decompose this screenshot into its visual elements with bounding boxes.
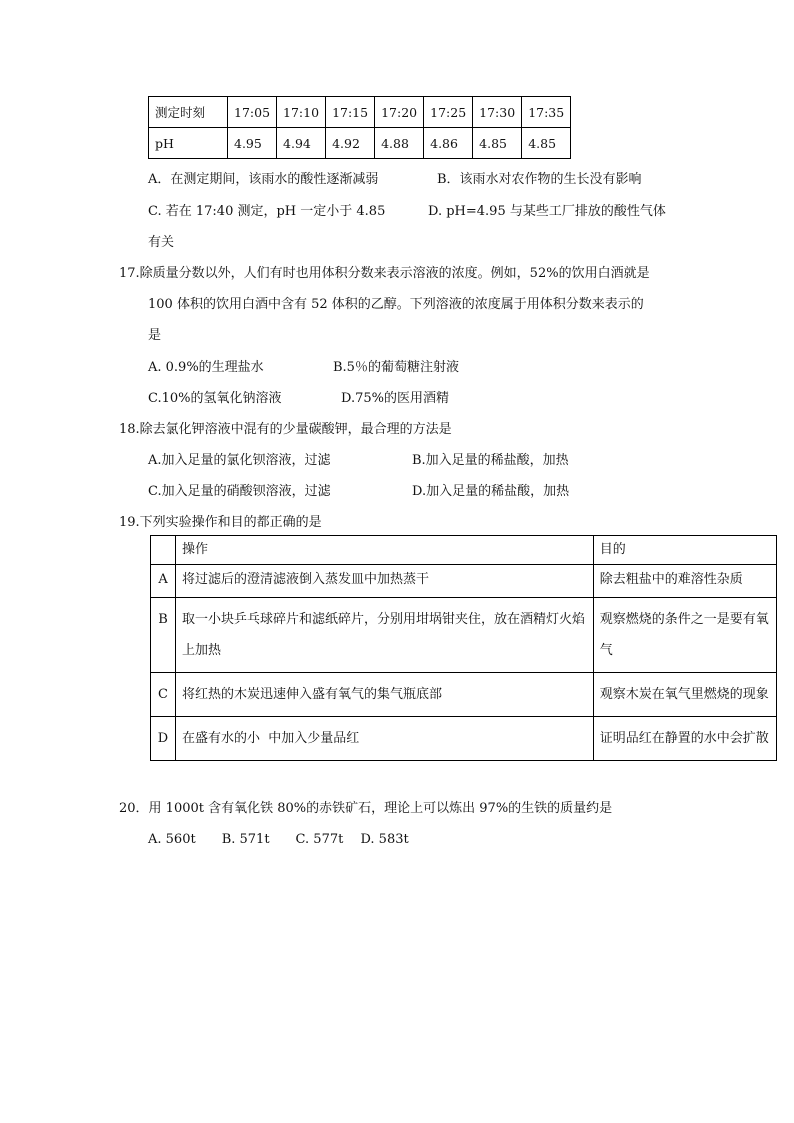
- q18-option-a: A.加入足量的氯化钡溶液，过滤: [148, 453, 331, 468]
- ph-table-value: 4.85: [473, 128, 522, 159]
- ph-table-header-label: 测定时刻: [149, 97, 228, 128]
- ph-table-time: 17:30: [473, 97, 522, 128]
- ph-table-time: 17:10: [277, 97, 326, 128]
- experiment-row-operation: 取一小块乒乓球碎片和滤纸碎片，分别用坩埚钳夹住，放在酒精灯火焰上加热: [176, 598, 594, 673]
- experiment-row-label: A: [151, 565, 176, 598]
- q18-option-b: B.加入足量的稀盐酸，加热: [412, 453, 569, 468]
- ph-table-time-row: [149, 97, 571, 128]
- q17-stem-line2: 100 体积的饮用白酒中含有 52 体积的乙醇。下列溶液的浓度属于用体积分数来表示的: [148, 297, 644, 312]
- q20-options: A. 560t B. 571t C. 577t D. 583t: [148, 832, 409, 847]
- q19-stem: 19.下列实验操作和目的都正确的是: [119, 515, 322, 530]
- ph-table-value: 4.85: [522, 128, 571, 159]
- q17-stem-line1: 17.除质量分数以外，人们有时也用体积分数来表示溶液的浓度。例如，52%的饮用白酒就是: [119, 266, 650, 281]
- experiment-table-col-purpose: 目的: [593, 536, 776, 565]
- experiment-row-label: D: [151, 717, 176, 761]
- experiment-row-purpose: 观察燃烧的条件之一是要有氧气: [593, 598, 776, 673]
- ph-table-time: 17:20: [375, 97, 424, 128]
- ph-table-value-row: [149, 128, 571, 159]
- experiment-table: [150, 535, 777, 761]
- experiment-row-operation: 在盛有水的小 中加入少量品红: [176, 717, 594, 761]
- experiment-row-purpose: 观察木炭在氧气里燃烧的现象: [593, 673, 776, 717]
- experiment-row-operation: 将过滤后的澄清滤液倒入蒸发皿中加热蒸干: [176, 565, 594, 598]
- q17-option-a: A. 0.9%的生理盐水: [148, 360, 264, 375]
- q18-option-d: D.加入足量的稀盐酸，加热: [412, 484, 570, 499]
- q17-option-b: B.5％的葡萄糖注射液: [333, 360, 459, 375]
- experiment-table-header-row: [151, 536, 777, 565]
- ph-table-time: 17:25: [424, 97, 473, 128]
- ph-table-value: 4.94: [277, 128, 326, 159]
- experiment-row-purpose: 证明品红在静置的水中会扩散: [593, 717, 776, 761]
- ph-table-time: 17:15: [326, 97, 375, 128]
- ph-table: [148, 96, 571, 159]
- experiment-table-row: [151, 565, 777, 598]
- q17-stem-line3: 是: [148, 328, 162, 343]
- ph-table-value: 4.88: [375, 128, 424, 159]
- ph-table-time: 17:05: [228, 97, 277, 128]
- experiment-row-purpose: 除去粗盐中的难溶性杂质: [593, 565, 776, 598]
- ph-table-value-label: pH: [149, 128, 228, 159]
- q20-stem: 20．用 1000t 含有氧化铁 80%的赤铁矿石，理论上可以炼出 97%的生铁的质量约是: [119, 801, 613, 816]
- q18-stem: 18.除去氯化钾溶液中混有的少量碳酸钾，最合理的方法是: [119, 422, 452, 437]
- ph-table-time: 17:35: [522, 97, 571, 128]
- experiment-row-label: B: [151, 598, 176, 673]
- experiment-table-row: [151, 717, 777, 761]
- experiment-table-row: [151, 673, 777, 717]
- experiment-table-col-operation: 操作: [176, 536, 594, 565]
- ph-table-value: 4.95: [228, 128, 277, 159]
- ph-table-value: 4.86: [424, 128, 473, 159]
- q16-option-d: D. pH=4.95 与某些工厂排放的酸性气体: [428, 204, 666, 219]
- q16-option-b: B．该雨水对农作物的生长没有影响: [437, 172, 642, 187]
- ph-table-value: 4.92: [326, 128, 375, 159]
- q16-option-c: C. 若在 17:40 测定，pH 一定小于 4.85: [148, 204, 386, 219]
- q16-option-a: A．在测定期间，该雨水的酸性逐渐减弱: [148, 172, 379, 187]
- q18-option-c: C.加入足量的硝酸钡溶液，过滤: [148, 484, 331, 499]
- q16-option-d-continued: 有关: [148, 235, 175, 250]
- q17-option-d: D.75%的医用酒精: [341, 391, 449, 406]
- q17-option-c: C.10%的氢氧化钠溶液: [148, 391, 282, 406]
- experiment-row-label: C: [151, 673, 176, 717]
- experiment-table-row: [151, 598, 777, 673]
- experiment-table-corner: [151, 536, 176, 565]
- experiment-row-operation: 将红热的木炭迅速伸入盛有氧气的集气瓶底部: [176, 673, 594, 717]
